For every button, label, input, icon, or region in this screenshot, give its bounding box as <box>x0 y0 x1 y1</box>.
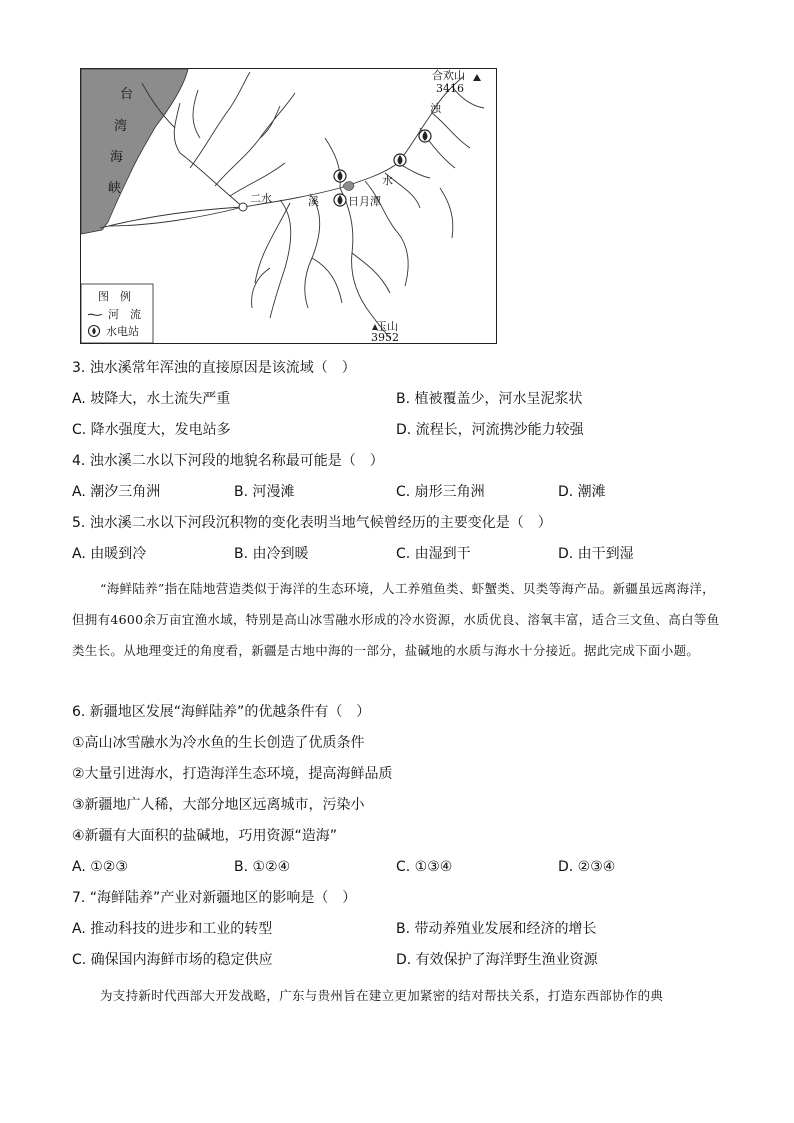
legend-station-icon <box>89 326 100 337</box>
q5-option-b[interactable]: B. 由冷到暖 <box>234 546 309 562</box>
q6-option-b[interactable]: B. ①②④ <box>234 859 291 875</box>
label-xi: 溪 <box>308 195 319 208</box>
passage-seafood-farming-text: “海鲜陆养”指在陆地营造类似于海洋的生态环境，人工养殖鱼类、虾蟹类、贝类等海产品。新疆虽远离海洋，但拥有4600余万亩宜渔水域，特别是高山冰雪融水形成的冷水资源，水质优良、溶氧丰富，适合三文鱼、高白等鱼类生长。从地理变迁的角度看，新疆是古地中海的一部分，盐碱地的水质与海水十分接近。据此完成下面小题。 <box>72 581 720 658</box>
q5-option-d[interactable]: D. 由干到湿 <box>558 546 634 562</box>
label-zhuo: 浊 <box>430 102 441 115</box>
q6-stem: 6. 新疆地区发展“海鲜陆养”的优越条件有（ ） <box>72 704 371 720</box>
q3-option-c[interactable]: C. 降水强度大，发电站多 <box>72 422 231 438</box>
hydropower-station-icon <box>419 130 431 142</box>
q5-option-a[interactable]: A. 由暖到冷 <box>72 546 147 562</box>
label-ershui: 二水 <box>250 192 272 205</box>
q5-stem: 5. 浊水溪二水以下河段沉积物的变化表明当地气候曾经历的主要变化是（ ） <box>72 515 552 531</box>
hydropower-station-icon <box>334 170 346 182</box>
sea-label-char-1: 台 <box>120 87 134 102</box>
q4-option-b[interactable]: B. 河漫滩 <box>234 484 295 500</box>
label-hehuanshan: 合欢山 <box>432 69 465 82</box>
q3-stem: 3. 浊水溪常年浑浊的直接原因是该流域（ ） <box>72 360 356 376</box>
sea-label-char-4: 峡 <box>108 181 122 196</box>
q7-option-a[interactable]: A. 推动科技的进步和工业的转型 <box>72 921 273 937</box>
q7-option-c[interactable]: C. 确保国内海鲜市场的稳定供应 <box>72 952 273 968</box>
q4-stem: 4. 浊水溪二水以下河段的地貌名称最可能是（ ） <box>72 453 384 469</box>
q5-option-c[interactable]: C. 由湿到干 <box>396 546 471 562</box>
q3-option-a[interactable]: A. 坡降大，水土流失严重 <box>72 391 231 407</box>
q6-statement-3: ③新疆地广人稀，大部分地区远离城市，污染小 <box>72 797 365 813</box>
label-yushan: 玉山 <box>376 320 398 333</box>
q6-statement-2: ②大量引进海水，打造海洋生态环境，提高海鲜品质 <box>72 766 393 782</box>
passage-seafood-farming <box>72 573 722 666</box>
map-figure <box>80 68 497 344</box>
label-hehuanshan-elev: 3416 <box>436 82 464 95</box>
q7-stem: 7. “海鲜陆养”产业对新疆地区的影响是（ ） <box>72 890 357 906</box>
q6-option-c[interactable]: C. ①③④ <box>396 859 453 875</box>
passage-east-west-cooperation <box>72 980 722 1011</box>
label-shui: 水 <box>382 174 393 187</box>
q6-option-d[interactable]: D. ②③④ <box>558 859 616 875</box>
passage-east-west-cooperation-text: 为支持新时代西部大开发战略，广东与贵州旨在建立更加紧密的结对帮扶关系，打造东西部协作的典 <box>100 988 664 1003</box>
label-yushan-elev: 3952 <box>371 331 399 344</box>
q4-option-c[interactable]: C. 扇形三角洲 <box>396 484 485 500</box>
ershui-point <box>239 203 247 211</box>
q3-option-b[interactable]: B. 植被覆盖少，河水呈泥浆状 <box>396 391 583 407</box>
legend-river-label: 河 流 <box>108 308 141 321</box>
legend-title: 图 例 <box>98 290 131 303</box>
q4-option-d[interactable]: D. 潮滩 <box>558 484 606 500</box>
sea-label-char-3: 海 <box>110 150 124 165</box>
q7-option-d[interactable]: D. 有效保护了海洋野生渔业资源 <box>396 952 598 968</box>
hydropower-station-icon <box>394 154 406 166</box>
legend-station-label: 水电站 <box>106 325 139 338</box>
q6-statement-1: ①高山冰雪融水为冷水鱼的生长创造了优质条件 <box>72 735 365 751</box>
map-legend <box>81 284 153 343</box>
q7-option-b[interactable]: B. 带动养殖业发展和经济的增长 <box>396 921 597 937</box>
sea-label-char-2: 湾 <box>114 119 128 134</box>
hydropower-station-icon <box>334 194 346 206</box>
q6-option-a[interactable]: A. ①②③ <box>72 859 128 875</box>
q4-option-a[interactable]: A. 潮汐三角洲 <box>72 484 161 500</box>
q3-option-d[interactable]: D. 流程长，河流携沙能力较强 <box>396 422 584 438</box>
label-riyuetan: 日月潭 <box>348 195 381 208</box>
q6-statement-4: ④新疆有大面积的盐碱地，巧用资源“造海” <box>72 828 338 844</box>
